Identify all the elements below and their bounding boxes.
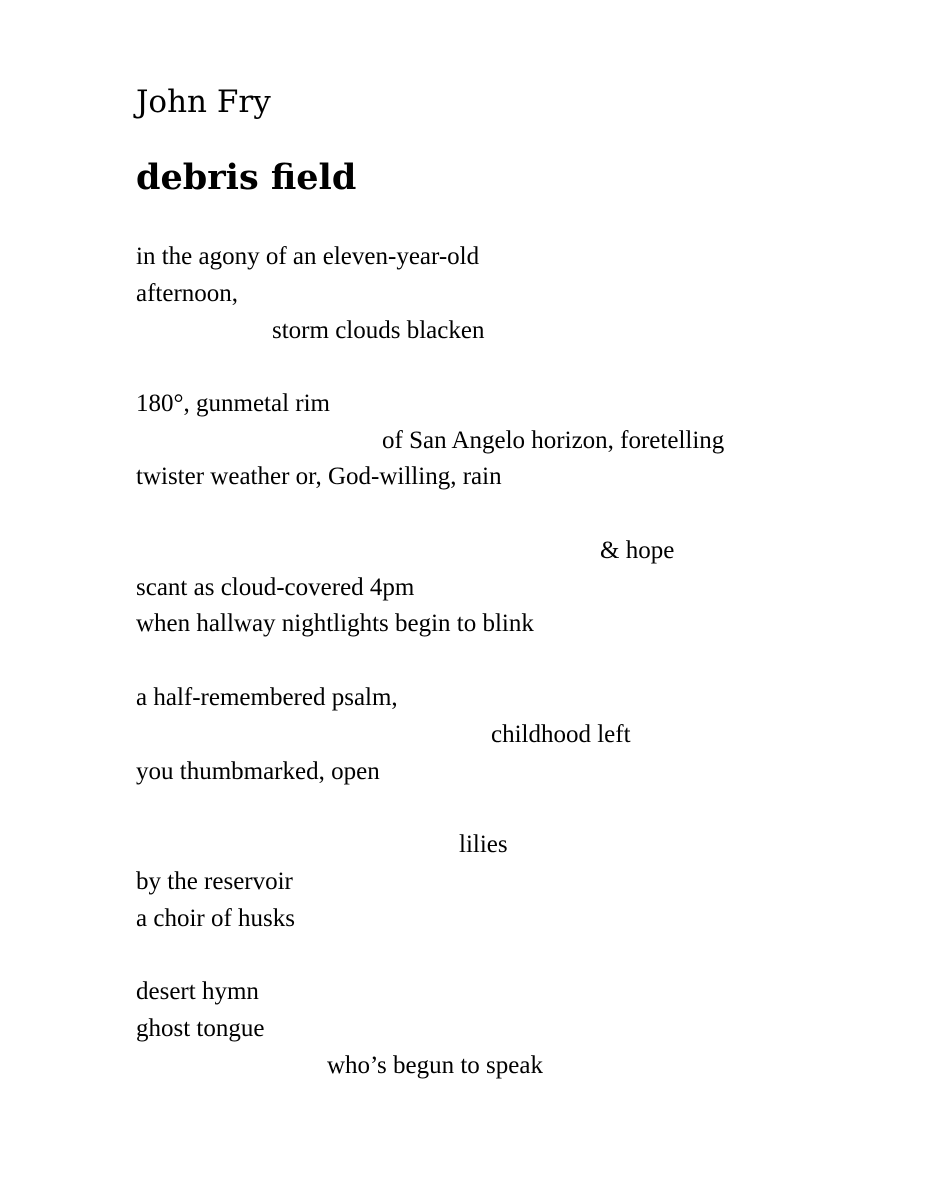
author-name: John Fry bbox=[136, 84, 271, 120]
poem-line: a choir of husks bbox=[136, 905, 295, 932]
poem-line: in the agony of an eleven-year-old bbox=[136, 243, 480, 270]
poem-line: twister weather or, God-willing, rain bbox=[136, 463, 502, 490]
poem-line: afternoon, bbox=[136, 280, 239, 307]
poem-line: who’s begun to speak bbox=[327, 1052, 543, 1079]
poem-line: & hope bbox=[600, 537, 675, 564]
poem-line: ghost tongue bbox=[136, 1015, 265, 1042]
poem-line: you thumbmarked, open bbox=[136, 758, 380, 785]
poem-line: when hallway nightlights begin to blink bbox=[136, 610, 534, 637]
poem-line: childhood left bbox=[491, 721, 631, 748]
poem-line: storm clouds blacken bbox=[272, 317, 485, 344]
poem-line: by the reservoir bbox=[136, 868, 293, 895]
poem-line: lilies bbox=[459, 831, 508, 858]
poem-title: debris field bbox=[136, 157, 357, 198]
poem-line: a half-remembered psalm, bbox=[136, 684, 398, 711]
poem-line: of San Angelo horizon, foretelling bbox=[382, 427, 725, 454]
poem-line: desert hymn bbox=[136, 978, 259, 1005]
poem-line: 180°, gunmetal rim bbox=[136, 390, 330, 417]
poem-line: scant as cloud-covered 4pm bbox=[136, 574, 415, 601]
